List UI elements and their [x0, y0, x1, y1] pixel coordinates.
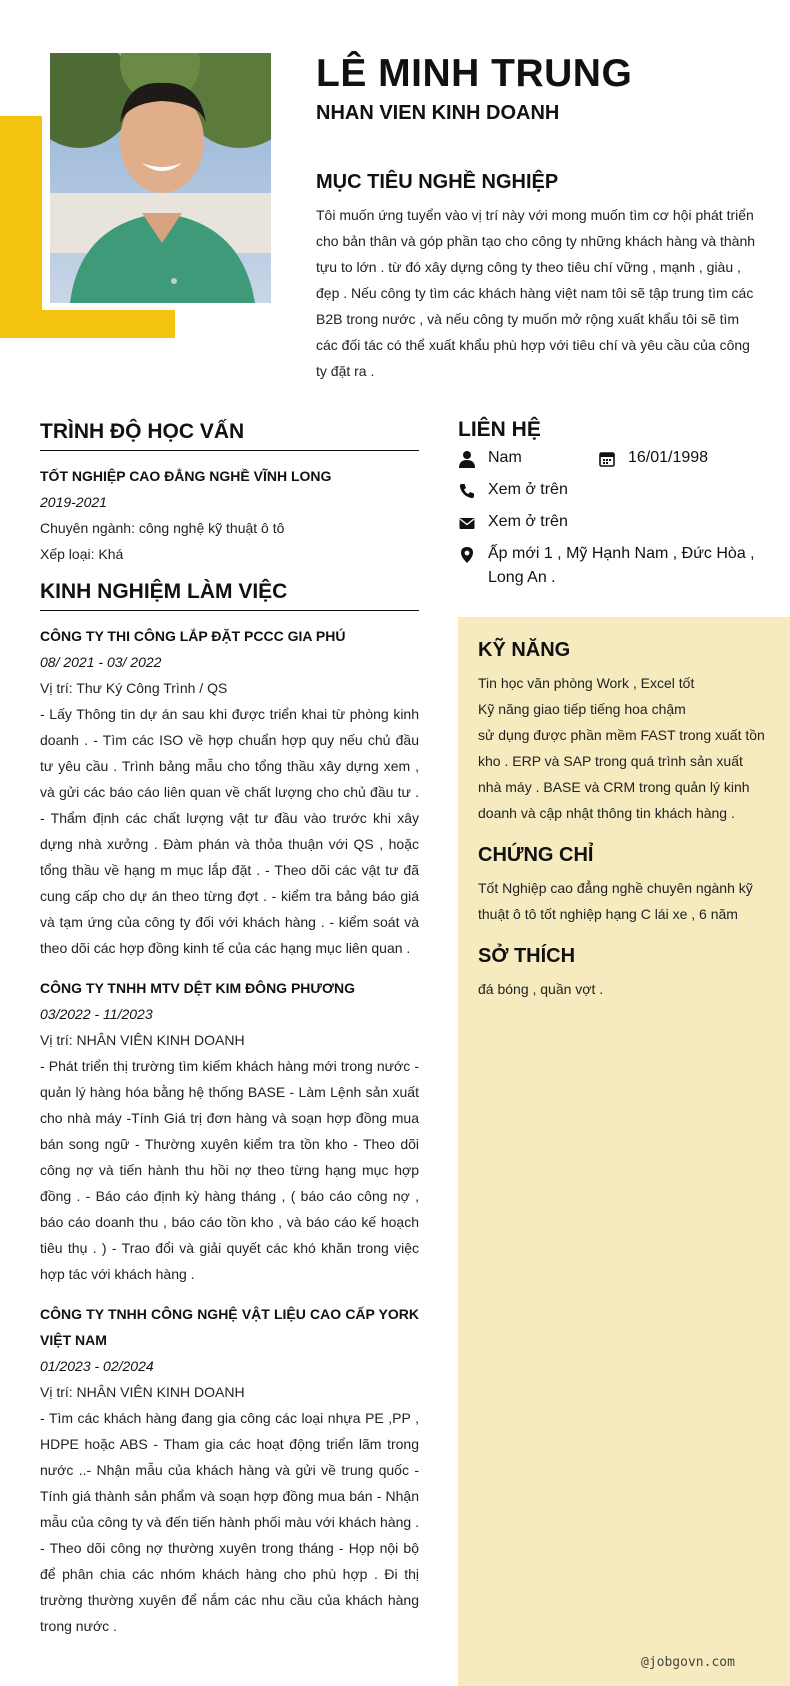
contact-address-row [458, 542, 788, 590]
objective-text: Tôi muốn ứng tuyển vào vị trí này với mong muốn tìm cơ hội phát triển cho bản thân và góp phần tạo cho công ty những khách hàng và thành tựu to lớn . từ đó xây dựng công ty theo tiêu chí vững , mạnh , giàu , đẹp . Nếu công ty tìm các khách hàng việt nam tôi sẽ tập trung tìm các B2B trong nước , và nếu công ty muốn mở rộng xuất khẩu tôi sẽ tìm các đối tác có thể xuất khẩu phù hợp với tiêu chí và yêu cầu của công ty đặt ra . [316, 207, 756, 379]
job-company: CÔNG TY TNHH MTV DỆT KIM ĐÔNG PHƯƠNG [40, 980, 355, 996]
accent-bar-vertical [0, 116, 42, 338]
skills-text: Tin học văn phòng Work , Excel tốt Kỹ năng giao tiếp tiếng hoa chậm sử dụng được phần mềm FAST trong xuất tồn kho . ERP và SAP trong quá trình sản xuất nhà máy . BASE và CRM trong quản lý kinh doanh và cập nhật thông tin khách hàng . [478, 675, 765, 821]
experience-section [40, 580, 419, 1653]
contact-section [458, 418, 788, 598]
contact-email-row [458, 510, 788, 534]
job-date: 01/2023 - 02/2024 [40, 1358, 154, 1374]
watermark-text: @jobgovn.com [641, 1655, 735, 1670]
job-date: 08/ 2021 - 03/ 2022 [40, 654, 162, 670]
phone-icon [458, 482, 476, 500]
experience-heading: KINH NGHIỆM LÀM VIỆC [40, 580, 419, 611]
calendar-icon [598, 450, 616, 468]
contact-gender: Nam [488, 449, 522, 466]
hobbies-heading: SỞ THÍCH [478, 945, 576, 967]
job-description: - Phát triển thị trường tìm kiếm khách hàng mới trong nước - quản lý hàng hóa bằng hệ thống BASE - Làm Lệnh sản xuất cho nhà máy -Tính Giá trị đơn hàng và soạn hợp đồng mua bán song ngữ - Thường xuyên kiểm tra tồn kho - Theo dõi công nợ và tiến hành thu hồi nợ theo từng hạng mục hợp đồng . - Báo cáo định kỳ hàng tháng , ( báo cáo công nợ , báo cáo doanh thu , báo cáo tồn kho , và báo cáo kế hoạch tiêu thụ . ) - Trao đổi và giải quyết các khó khăn trong việc hợp tác với khách hàng . [40, 1058, 419, 1282]
certificates-heading: CHỨNG CHỈ [478, 844, 594, 866]
contact-heading: LIÊN HỆ [458, 418, 541, 441]
education-grade: Xếp loại: Khá [40, 546, 124, 562]
contact-phone-row [458, 478, 788, 502]
profile-photo [50, 53, 271, 303]
job-entry [40, 1301, 419, 1639]
job-description: - Tìm các khách hàng đang gia công các loại nhựa PE ,PP , HDPE hoặc ABS - Tham gia các hoạt động triển lãm trong nước ..- Nhận mẫu của khách hàng và gửi về trung quốc - Tính giá thành sản phẩm và soạn hợp đồng mua bán - Nhận mẫu của công ty và đến tiến hành phối màu với khách hàng . - Theo dõi công nợ thường xuyên trong tháng - Họp nội bộ để phân chia các nhóm khách hàng cho phù hợp . Đi thị trường thường xuyên để nắm các nhu cầu của khách hàng trong nước . [40, 1410, 419, 1634]
job-company: CÔNG TY TNHH CÔNG NGHỆ VẬT LIỆU CAO CẤP YORK VIỆT NAM [40, 1306, 419, 1348]
education-date: 2019-2021 [40, 494, 107, 510]
contact-address: Ấp mới 1 , Mỹ Hạnh Nam , Đức Hòa , Long An . [488, 545, 755, 586]
job-position: Vị trí: NHÂN VIÊN KINH DOANH [40, 1384, 245, 1400]
contact-email: Xem ở trên [488, 513, 568, 530]
objective-heading: MỤC TIÊU NGHỀ NGHIỆP [316, 171, 559, 193]
job-position: Vị trí: NHÂN VIÊN KINH DOANH [40, 1032, 245, 1048]
education-major: Chuyên ngành: công nghệ kỹ thuật ô tô [40, 520, 285, 536]
contact-phone: Xem ở trên [488, 481, 568, 498]
job-position: Vị trí: Thư Ký Công Trình / QS [40, 680, 228, 696]
job-company: CÔNG TY THI CÔNG LẮP ĐẶT PCCC GIA PHÚ [40, 628, 346, 644]
email-icon [458, 514, 476, 532]
accent-bar-horizontal [0, 310, 175, 338]
person-icon [458, 450, 476, 468]
contact-dob: 16/01/1998 [628, 449, 709, 466]
job-description: - Lấy Thông tin dự án sau khi được triển khai từ phòng kinh doanh . - Tìm các ISO về hợp chuẩn hợp quy nếu chủ đầu tư yêu cầu . Trình bảng mẫu cho tổng thầu xây dựng xem , và gửi các báo cáo liên quan về chất lượng cho chủ đầu tư . - Thẩm định các chất lượng vật tư đầu vào trước khi xây dựng nhà xưởng . Đàm phán và thỏa thuận với QS , hoặc tổng thầu về hạng m mục lắp đặt . - Theo dõi các vật tư đã cung cấp cho dự án theo từng đợt . - kiểm tra bảng báo giá và tạm ứng của công ty đối với khách hàng . - kiểm soát và theo dõi các hợp đồng kinh tế của các hạng mục liên quan . [40, 706, 419, 956]
job-date: 03/2022 - 11/2023 [40, 1006, 153, 1022]
education-school: TỐT NGHIỆP CAO ĐẲNG NGHỀ VĨNH LONG [40, 468, 332, 484]
job-entry [40, 623, 419, 961]
hobbies-text: đá bóng , quần vợt . [478, 981, 604, 997]
contact-gender-row [458, 446, 788, 470]
candidate-name: LÊ MINH TRUNG [316, 52, 633, 95]
location-pin-icon [458, 546, 476, 564]
education-heading: TRÌNH ĐỘ HỌC VẤN [40, 420, 419, 451]
education-section [40, 420, 419, 567]
side-panel [458, 617, 790, 1686]
contact-dob-item [598, 446, 708, 470]
candidate-title: NHAN VIEN KINH DOANH [316, 102, 560, 124]
skills-heading: KỸ NĂNG [478, 639, 571, 661]
certificates-text: Tốt Nghiệp cao đẳng nghề chuyên ngành kỹ thuật ô tô tốt nghiệp hạng C lái xe , 6 năm [478, 880, 753, 922]
job-entry [40, 975, 419, 1287]
